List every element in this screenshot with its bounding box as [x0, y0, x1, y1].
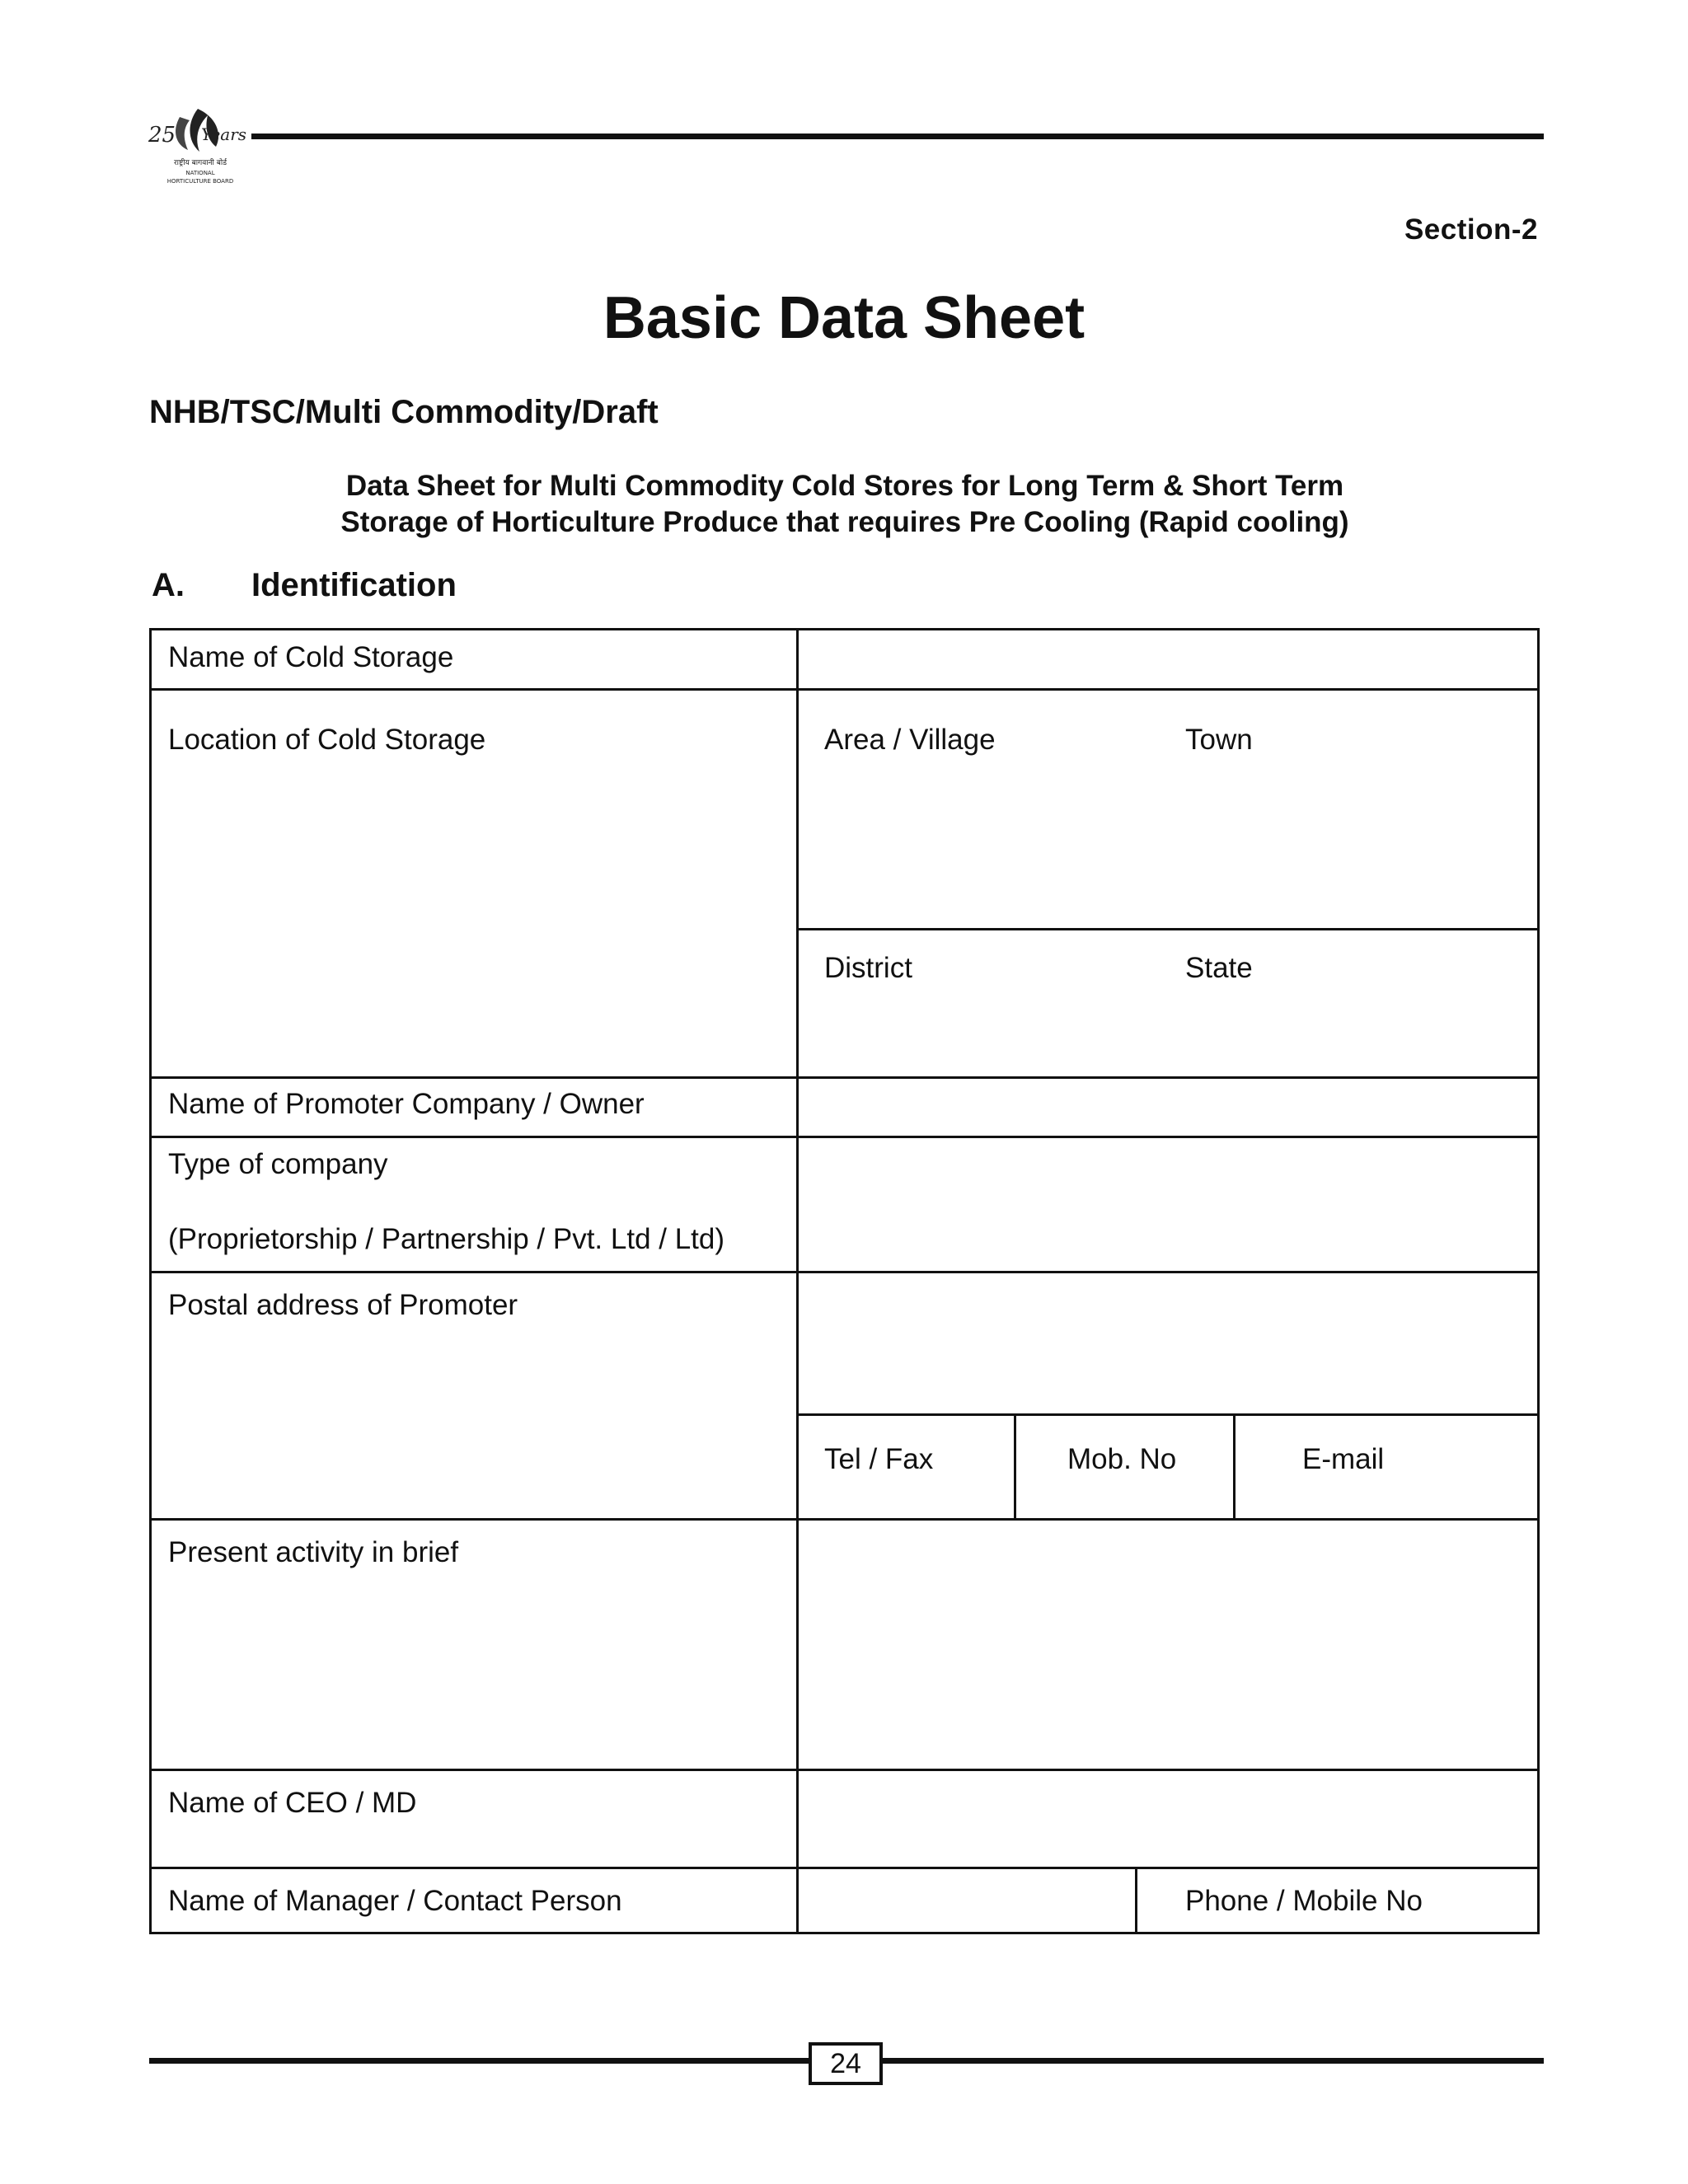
contact-divider-2 [1233, 1414, 1236, 1520]
contact-divider-1 [1014, 1414, 1016, 1520]
identification-form [149, 628, 1540, 1934]
subtitle-line-2: Storage of Horticulture Produce that requires Pre Cooling (Rapid cooling) [340, 506, 1349, 538]
label-manager-contact: Name of Manager / Contact Person [168, 1885, 622, 1917]
logo-25: 25 [148, 123, 176, 148]
section-heading: Identification [251, 567, 457, 603]
section-letter: A. [152, 567, 185, 603]
logo-years: Years [201, 124, 247, 144]
label-state: State [1185, 952, 1253, 984]
nhb-logo-icon [147, 92, 254, 190]
row-line [152, 1136, 1537, 1138]
footer-rule-left [149, 2058, 810, 2064]
logo-national-text: NATIONAL [185, 170, 215, 176]
main-divider [796, 630, 799, 1932]
row-line [152, 1271, 1537, 1273]
label-town: Town [1185, 724, 1253, 756]
location-split-line [796, 928, 1537, 930]
page-title: Basic Data Sheet [603, 285, 1085, 351]
row-line [152, 1769, 1537, 1771]
label-tel-fax: Tel / Fax [824, 1443, 934, 1475]
logo-hindi-text: राष्ट्रीय बागवानी बोर्ड [173, 159, 227, 167]
row-line [152, 1076, 1537, 1079]
address-split-line [796, 1413, 1537, 1416]
row-line [152, 688, 1537, 691]
subtitle-line-1: Data Sheet for Multi Commodity Cold Stores for Long Term & Short Term [345, 470, 1344, 502]
label-location: Location of Cold Storage [168, 724, 486, 756]
reference-code: NHB/TSC/Multi Commodity/Draft [149, 394, 659, 430]
footer-rule-right [881, 2058, 1544, 2064]
label-present-activity: Present activity in brief [168, 1536, 459, 1568]
label-area-village: Area / Village [824, 724, 996, 756]
label-ceo-md: Name of CEO / MD [168, 1787, 417, 1819]
section-label: Section-2 [1404, 213, 1538, 246]
label-postal-address: Postal address of Promoter [168, 1289, 518, 1321]
row-line [152, 1518, 1537, 1521]
label-mob-no: Mob. No [1067, 1443, 1177, 1475]
row-line [152, 1867, 1537, 1869]
header-rule [251, 134, 1544, 139]
label-type-of-company: Type of company [168, 1148, 388, 1180]
label-promoter-company: Name of Promoter Company / Owner [168, 1088, 645, 1120]
page-number: 24 [809, 2042, 883, 2085]
logo-board-text: HORTICULTURE BOARD [166, 178, 234, 185]
label-phone-mobile: Phone / Mobile No [1185, 1885, 1423, 1917]
label-company-options: (Proprietorship / Partnership / Pvt. Ltd / Ltd) [168, 1223, 725, 1255]
label-name-of-cold-storage: Name of Cold Storage [168, 641, 454, 673]
label-district: District [824, 952, 912, 984]
subtitle [206, 468, 1484, 541]
phone-divider [1135, 1868, 1137, 1932]
label-email: E-mail [1302, 1443, 1385, 1475]
